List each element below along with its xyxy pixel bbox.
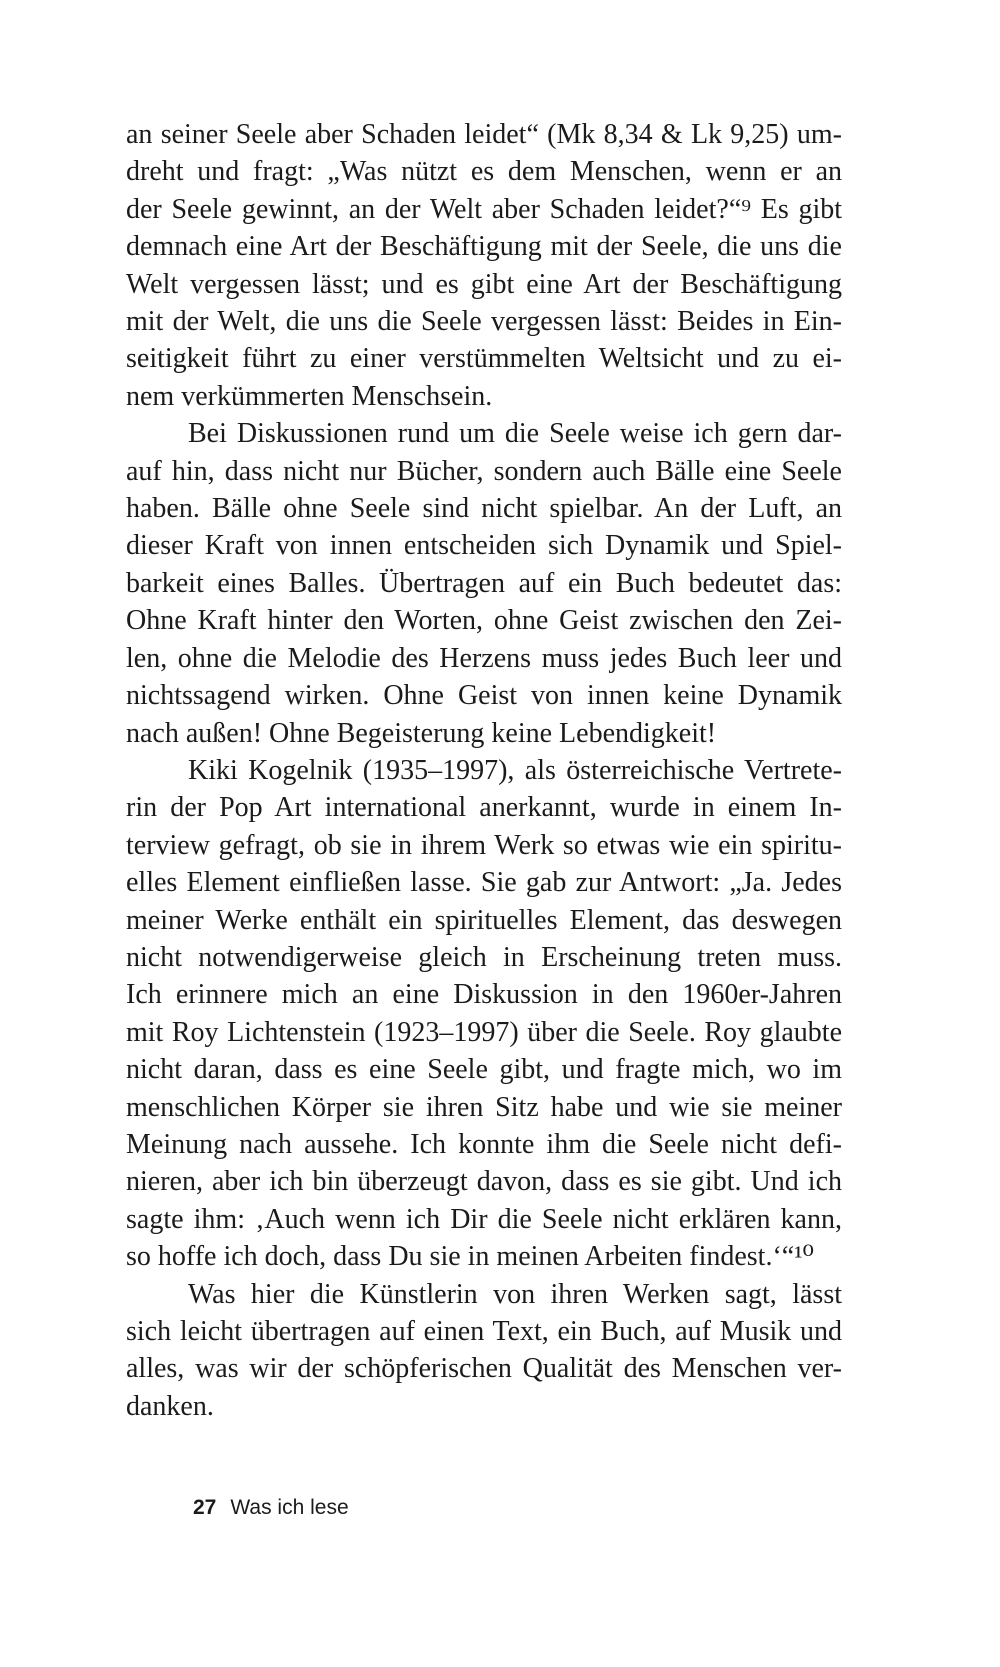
text-line: Meinung nach aussehe. Ich konnte ihm die Seele nicht defi- xyxy=(126,1128,842,1160)
text-line: mit der Welt, die uns die Seele vergessen lässt: Beides in Ein- xyxy=(126,306,842,338)
text-line: Welt vergessen lässt; und es gibt eine Art der Beschäftigung xyxy=(126,268,842,300)
text-line: haben. Bälle ohne Seele sind nicht spielbar. An der Luft, an xyxy=(126,493,842,525)
text-line: dieser Kraft von innen entscheiden sich Dynamik und Spiel- xyxy=(126,530,842,562)
text-line: Kiki Kogelnik (1935–1997), als österreichische Vertrete- xyxy=(188,754,842,786)
page-number: 27 xyxy=(193,1496,217,1519)
text-line: sich leicht übertragen auf einen Text, ein Buch, auf Musik und xyxy=(126,1316,842,1347)
text-line: danken. xyxy=(126,1390,214,1422)
text-line: Was hier die Künstlerin von ihren Werken sagt, lässt xyxy=(188,1278,842,1310)
text-line: demnach eine Art der Beschäftigung mit der Seele, die uns die xyxy=(126,231,842,263)
text-line: nem verkümmerten Menschsein. xyxy=(126,380,493,412)
page-footer xyxy=(193,1496,349,1520)
text-line: nach außen! Ohne Begeisterung keine Lebendigkeit! xyxy=(126,717,717,749)
text-line: mit Roy Lichtenstein (1923–1997) über die Seele. Roy glaubte xyxy=(126,1016,842,1048)
text-line: nicht notwendigerweise gleich in Erscheinung treten muss. xyxy=(126,941,842,973)
text-line: meiner Werke enthält ein spirituelles Element, das deswegen xyxy=(126,904,842,936)
text-line: barkeit eines Balles. Übertragen auf ein Buch bedeutet das: xyxy=(126,567,842,599)
text-line: sagte ihm: ‚Auch wenn ich Dir die Seele nicht erklären kann, xyxy=(126,1203,842,1235)
text-line: seitigkeit führt zu einer verstümmelten Weltsicht und zu ei- xyxy=(126,343,842,375)
text-line: Bei Diskussionen rund um die Seele weise ich gern dar- xyxy=(188,418,842,450)
text-line: auf hin, dass nicht nur Bücher, sondern auch Bälle eine Seele xyxy=(126,455,842,487)
text-line: nichtssagend wirken. Ohne Geist von innen keine Dynamik xyxy=(126,680,842,712)
text-line: Ohne Kraft hinter den Worten, ohne Geist zwischen den Zei- xyxy=(126,605,842,637)
text-line: menschlichen Körper sie ihren Sitz habe und wie sie meiner xyxy=(126,1091,842,1123)
text-line: Ich erinnere mich an eine Diskussion in den 1960er-Jahren xyxy=(126,979,842,1011)
running-title: Was ich lese xyxy=(230,1496,349,1519)
text-line: elles Element einfließen lasse. Sie gab zur Antwort: „Ja. Jedes xyxy=(126,867,842,899)
text-line: nieren, aber ich bin überzeugt davon, dass es sie gibt. Und ich xyxy=(126,1166,842,1198)
text-line: dreht und fragt: „Was nützt es dem Menschen, wenn er an xyxy=(126,156,842,188)
body-text xyxy=(126,116,842,1425)
text-line: so hoffe ich doch, dass Du sie in meinen Arbeiten findest.‘“¹⁰ xyxy=(126,1241,814,1273)
text-line: len, ohne die Melodie des Herzens muss jedes Buch leer und xyxy=(126,642,842,674)
text-line: der Seele gewinnt, an der Welt aber Schaden leidet?“⁹ Es gibt xyxy=(126,193,842,225)
text-line: an seiner Seele aber Schaden leidet“ (Mk 8,34 & Lk 9,25) um- xyxy=(126,119,842,150)
text-line: nicht daran, dass es eine Seele gibt, und fragte mich, wo im xyxy=(126,1054,842,1086)
text-line: rin der Pop Art international anerkannt, wurde in einem In- xyxy=(126,792,842,824)
text-line: alles, was wir der schöpferischen Qualität des Menschen ver- xyxy=(126,1353,842,1385)
text-line: terview gefragt, ob sie in ihrem Werk so etwas wie ein spiritu- xyxy=(126,829,842,861)
